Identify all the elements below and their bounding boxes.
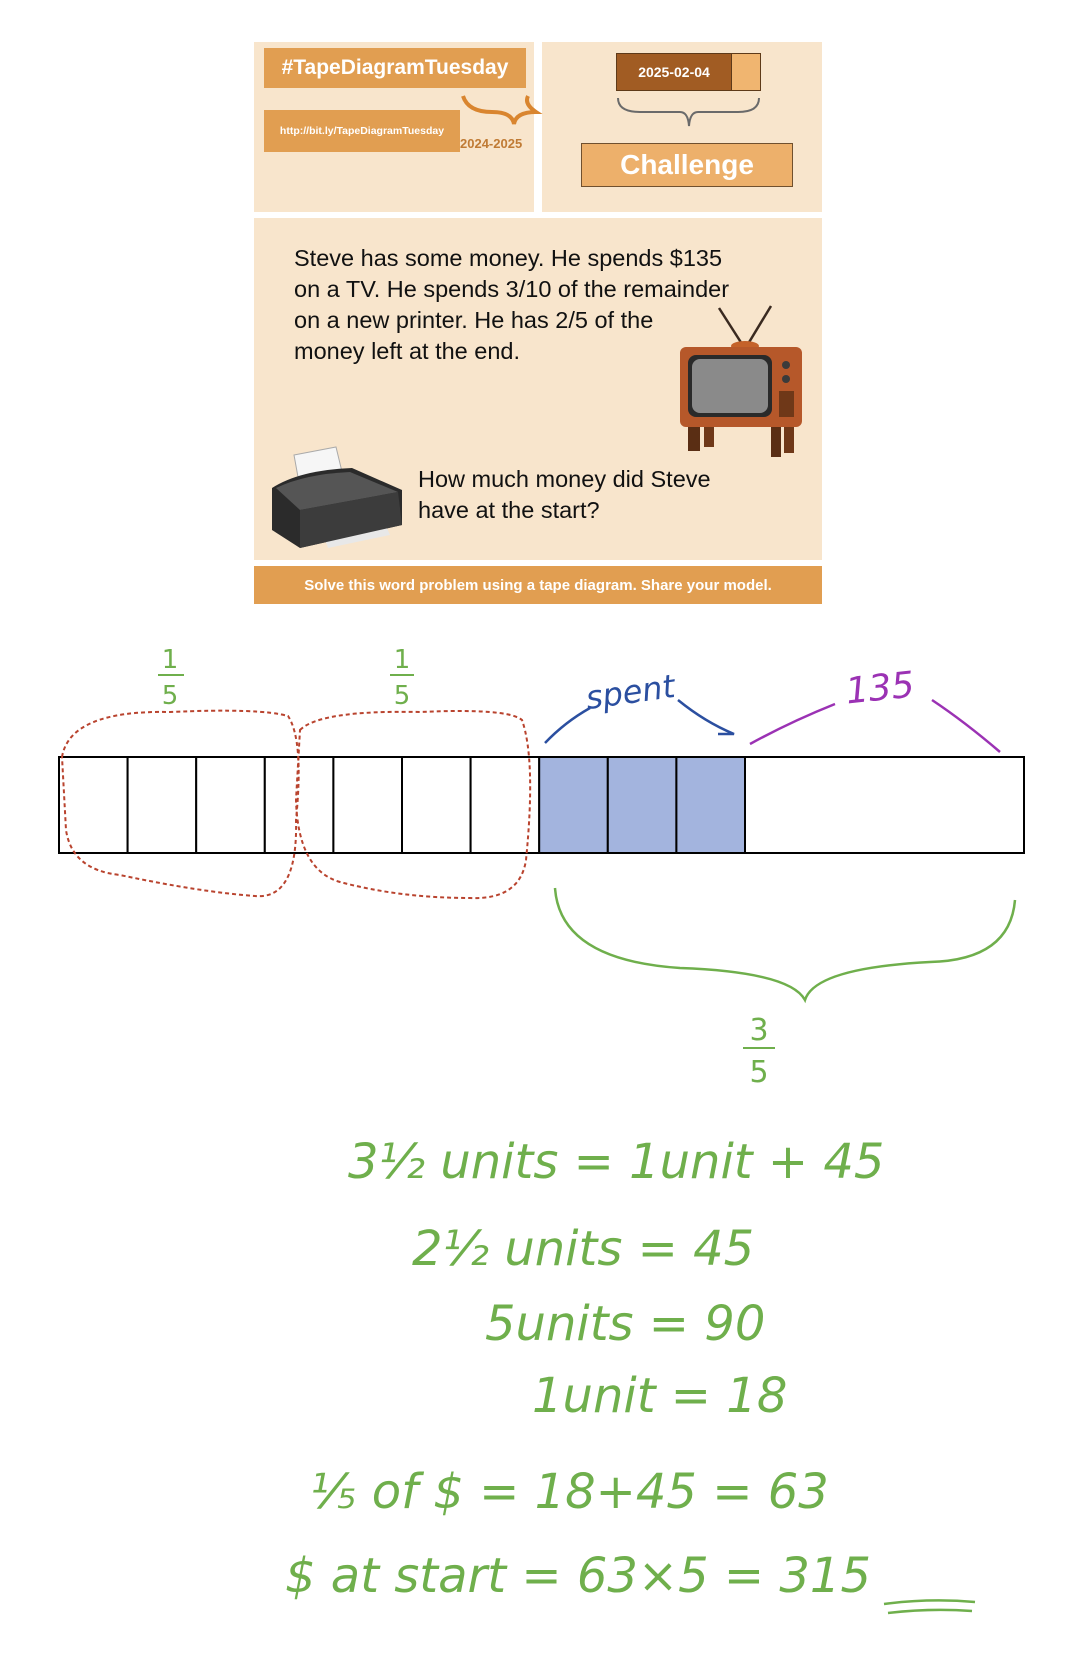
work-line-2: 2½ units = 45 [412,1221,755,1277]
tape-unit [128,757,197,853]
fifth-label-1-num: 1 [161,645,179,675]
date-brace [618,98,759,126]
tape-unit-spent [539,757,608,853]
tape-unit-spent [676,757,745,853]
problem-line: money left at the end. [294,338,521,364]
year-brace [463,96,536,124]
tape-unit [333,757,402,853]
answer-underline [884,1600,975,1613]
solution-working [285,1134,884,1604]
fifth-label-2-den: 5 [393,681,411,711]
instruction-bar: Solve this word problem using a tape diagram. Share your model. [254,566,822,604]
work-line-1: 3½ units = 1unit + 45 [348,1134,885,1190]
question-line: have at the start? [418,497,600,523]
date-badge: 2025-02-04 [616,53,731,91]
problem-line: on a TV. He spends 3/10 of the remainder [294,276,730,302]
tape-unit [59,757,128,853]
tape-unit [402,757,471,853]
fifth-label-1 [158,645,184,711]
tv-cost-label: 135 [843,664,917,713]
link-banner[interactable]: http://bit.ly/TapeDiagramTuesday [264,110,460,152]
three-fifths-den: 5 [749,1055,769,1090]
hashtag-banner: #TapeDiagramTuesday [264,48,526,88]
fifth-label-2 [390,645,414,711]
challenge-badge: Challenge [581,143,793,187]
printer-icon [272,447,402,548]
three-fifths-num: 3 [749,1013,769,1048]
tape-diagram [59,757,1024,853]
three-fifths-brace [555,888,1015,1000]
tv-icon [680,306,802,457]
tape-unit-spent [608,757,677,853]
problem-line: Steve has some money. He spends $135 [294,245,723,271]
work-line-5: ⅕ of $ = 18+45 = 63 [310,1464,829,1520]
problem-line: on a new printer. He has 2/5 of the [294,307,654,333]
tape-unit [196,757,265,853]
work-line-4: 1unit = 18 [532,1368,788,1424]
question-line: How much money did Steve [418,466,711,492]
work-line-6: $ at start = 63×5 = 315 [285,1548,872,1604]
fifth-label-2-num: 1 [393,645,411,675]
fifth-label-1-den: 5 [161,681,179,711]
work-line-3: 5units = 90 [485,1296,766,1352]
year-range-label: 2024-2025 [460,136,523,151]
tape-tv-section [745,757,1024,853]
three-fifths-label [743,1013,775,1090]
spent-label: spent [583,666,678,718]
